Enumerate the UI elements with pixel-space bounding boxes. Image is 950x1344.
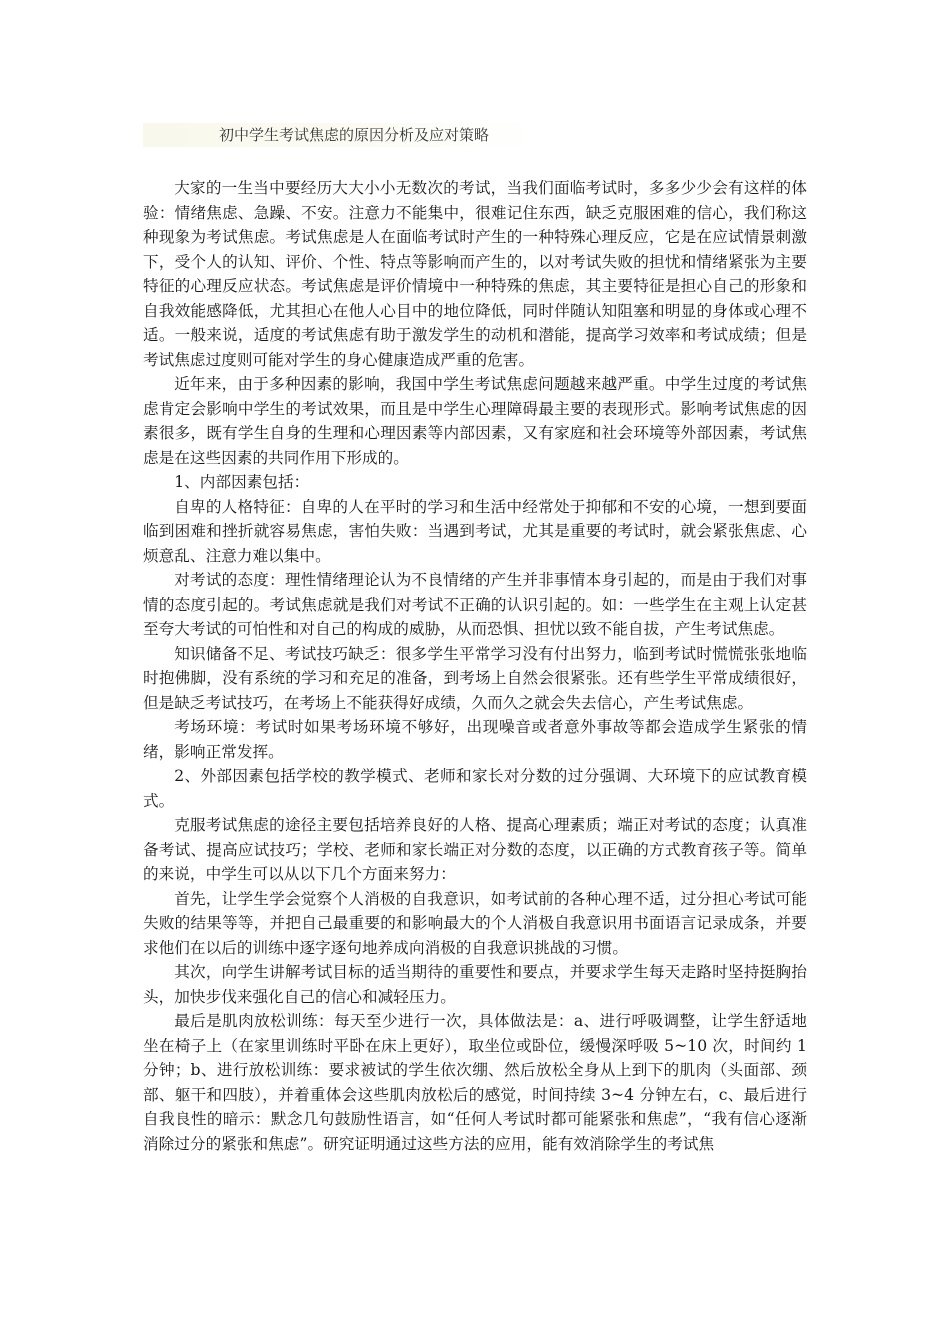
- paragraph-external-factors: 2、外部因素包括学校的教学模式、老师和家长对分数的过分强调、大环境下的应试教育模式。: [143, 767, 807, 810]
- document-body: [143, 176, 807, 1156]
- document-title: 初中学生考试焦虑的原因分析及应对策略: [219, 126, 490, 144]
- paragraph-overcoming: 克服考试焦虑的途径主要包括培养良好的人格、提高心理素质；端正对考试的态度；认真准备考试、提高应试技巧；学校、老师和家长端正对分数的态度，以正确的方式教育孩子等。简单的来说，中学生可以从以下几个方面来努力：: [143, 816, 807, 883]
- paragraph-last: 最后是肌肉放松训练：每天至少进行一次，具体做法是：a、进行呼吸调整，让学生舒适地坐在椅子上（在家里训练时平卧在床上更好），取坐位或卧位，缓慢深呼吸 5~10 次，时间约 1 分钟；b、进行放松训练：要求被试的学生依次绷、然后放松全身从上到下的肌肉（头面部、颈部、躯干和四肢），并着重体会这些肌肉放松后的感觉，时间持续 3~4 分钟左右，c、最后进行自我良性的暗示：默念几句鼓励性语言，如“任何人考试时都可能紧张和焦虑”，“我有信心逐渐消除过分的紧张和焦虑”。研究证明通过这些方法的应用，能有效消除学生的考试焦: [143, 1012, 807, 1153]
- paragraph-second: 其次，向学生讲解考试目标的适当期待的重要性和要点，并要求学生每天走路时坚持挺胸抬头，加快步伐来强化自己的信心和减轻压力。: [143, 963, 807, 1006]
- heading-internal-factors: 1、内部因素包括：: [174, 473, 310, 491]
- paragraph-background: 近年来，由于多种因素的影响，我国中学生考试焦虑问题越来越严重。中学生过度的考试焦虑肯定会影响中学生的考试效果，而且是中学生心理障碍最主要的表现形式。影响考试焦虑的因素很多，既有学生自身的生理和心理因素等内部因素，又有家庭和社会环境等外部因素，考试焦虑是在这些因素的共同作用下形成的。: [143, 375, 807, 467]
- paragraph-knowledge: 知识储备不足、考试技巧缺乏：很多学生平常学习没有付出努力，临到考试时慌慌张张地临时抱佛脚，没有系统的学习和充足的准备，到考场上自然会很紧张。还有些学生平常成绩很好，但是缺乏考试技巧，在考场上不能获得好成绩，久而久之就会失去信心，产生考试焦虑。: [143, 644, 807, 712]
- paragraph-first: 首先，让学生学会觉察个人消极的自我意识，如考试前的各种心理不适，过分担心考试可能失败的结果等等，并把自己最重要的和影响最大的个人消极自我意识用书面语言记录成条，并要求他们在以后的训练中逐字逐句地养成向消极的自我意识挑战的习惯。: [143, 889, 807, 957]
- paragraph-environment: 考场环境：考试时如果考场环境不够好，出现噪音或者意外事故等都会造成学生紧张的情绪，影响正常发挥。: [143, 718, 807, 761]
- paragraph-attitude: 对考试的态度：理性情绪理论认为不良情绪的产生并非事情本身引起的，而是由于我们对事情的态度引起的。考试焦虑就是我们对考试不正确的认识引起的。如：一些学生在主观上认定甚至夸大考试的可怕性和对自己的构成的威胁，从而恐惧、担忧以致不能自拔，产生考试焦虑。: [143, 571, 807, 638]
- paragraph-intro: 大家的一生当中要经历大大小小无数次的考试，当我们面临考试时，多多少少会有这样的体验：情绪焦虑、急躁、不安。注意力不能集中，很难记住东西，缺乏克服困难的信心，我们称这种现象为考试焦虑。考试焦虑是人在面临考试时产生的一种特殊心理反应，它是在应试情景刺激下，受个人的认知、评价、个性、特点等影响而产生的，以对考试失败的担忧和情绪紧张为主要特征的心理反应状态。考试焦虑是评价情境中一种特殊的焦虑，其主要特征是担心自己的形象和自我效能感降低，尤其担心在他人心目中的地位降低，同时伴随认知阻塞和明显的身体或心理不适。一般来说，适度的考试焦虑有助于激发学生的动机和潜能，提高学习效率和考试成绩；但是考试焦虑过度则可能对学生的身心健康造成严重的危害。: [143, 179, 807, 369]
- paragraph-personality: 自卑的人格特征：自卑的人在平时的学习和生活中经常处于抑郁和不安的心境，一想到要面临到困难和挫折就容易焦虑，害怕失败：当遇到考试，尤其是重要的考试时，就会紧张焦虑、心烦意乱、注意力难以集中。: [143, 497, 807, 565]
